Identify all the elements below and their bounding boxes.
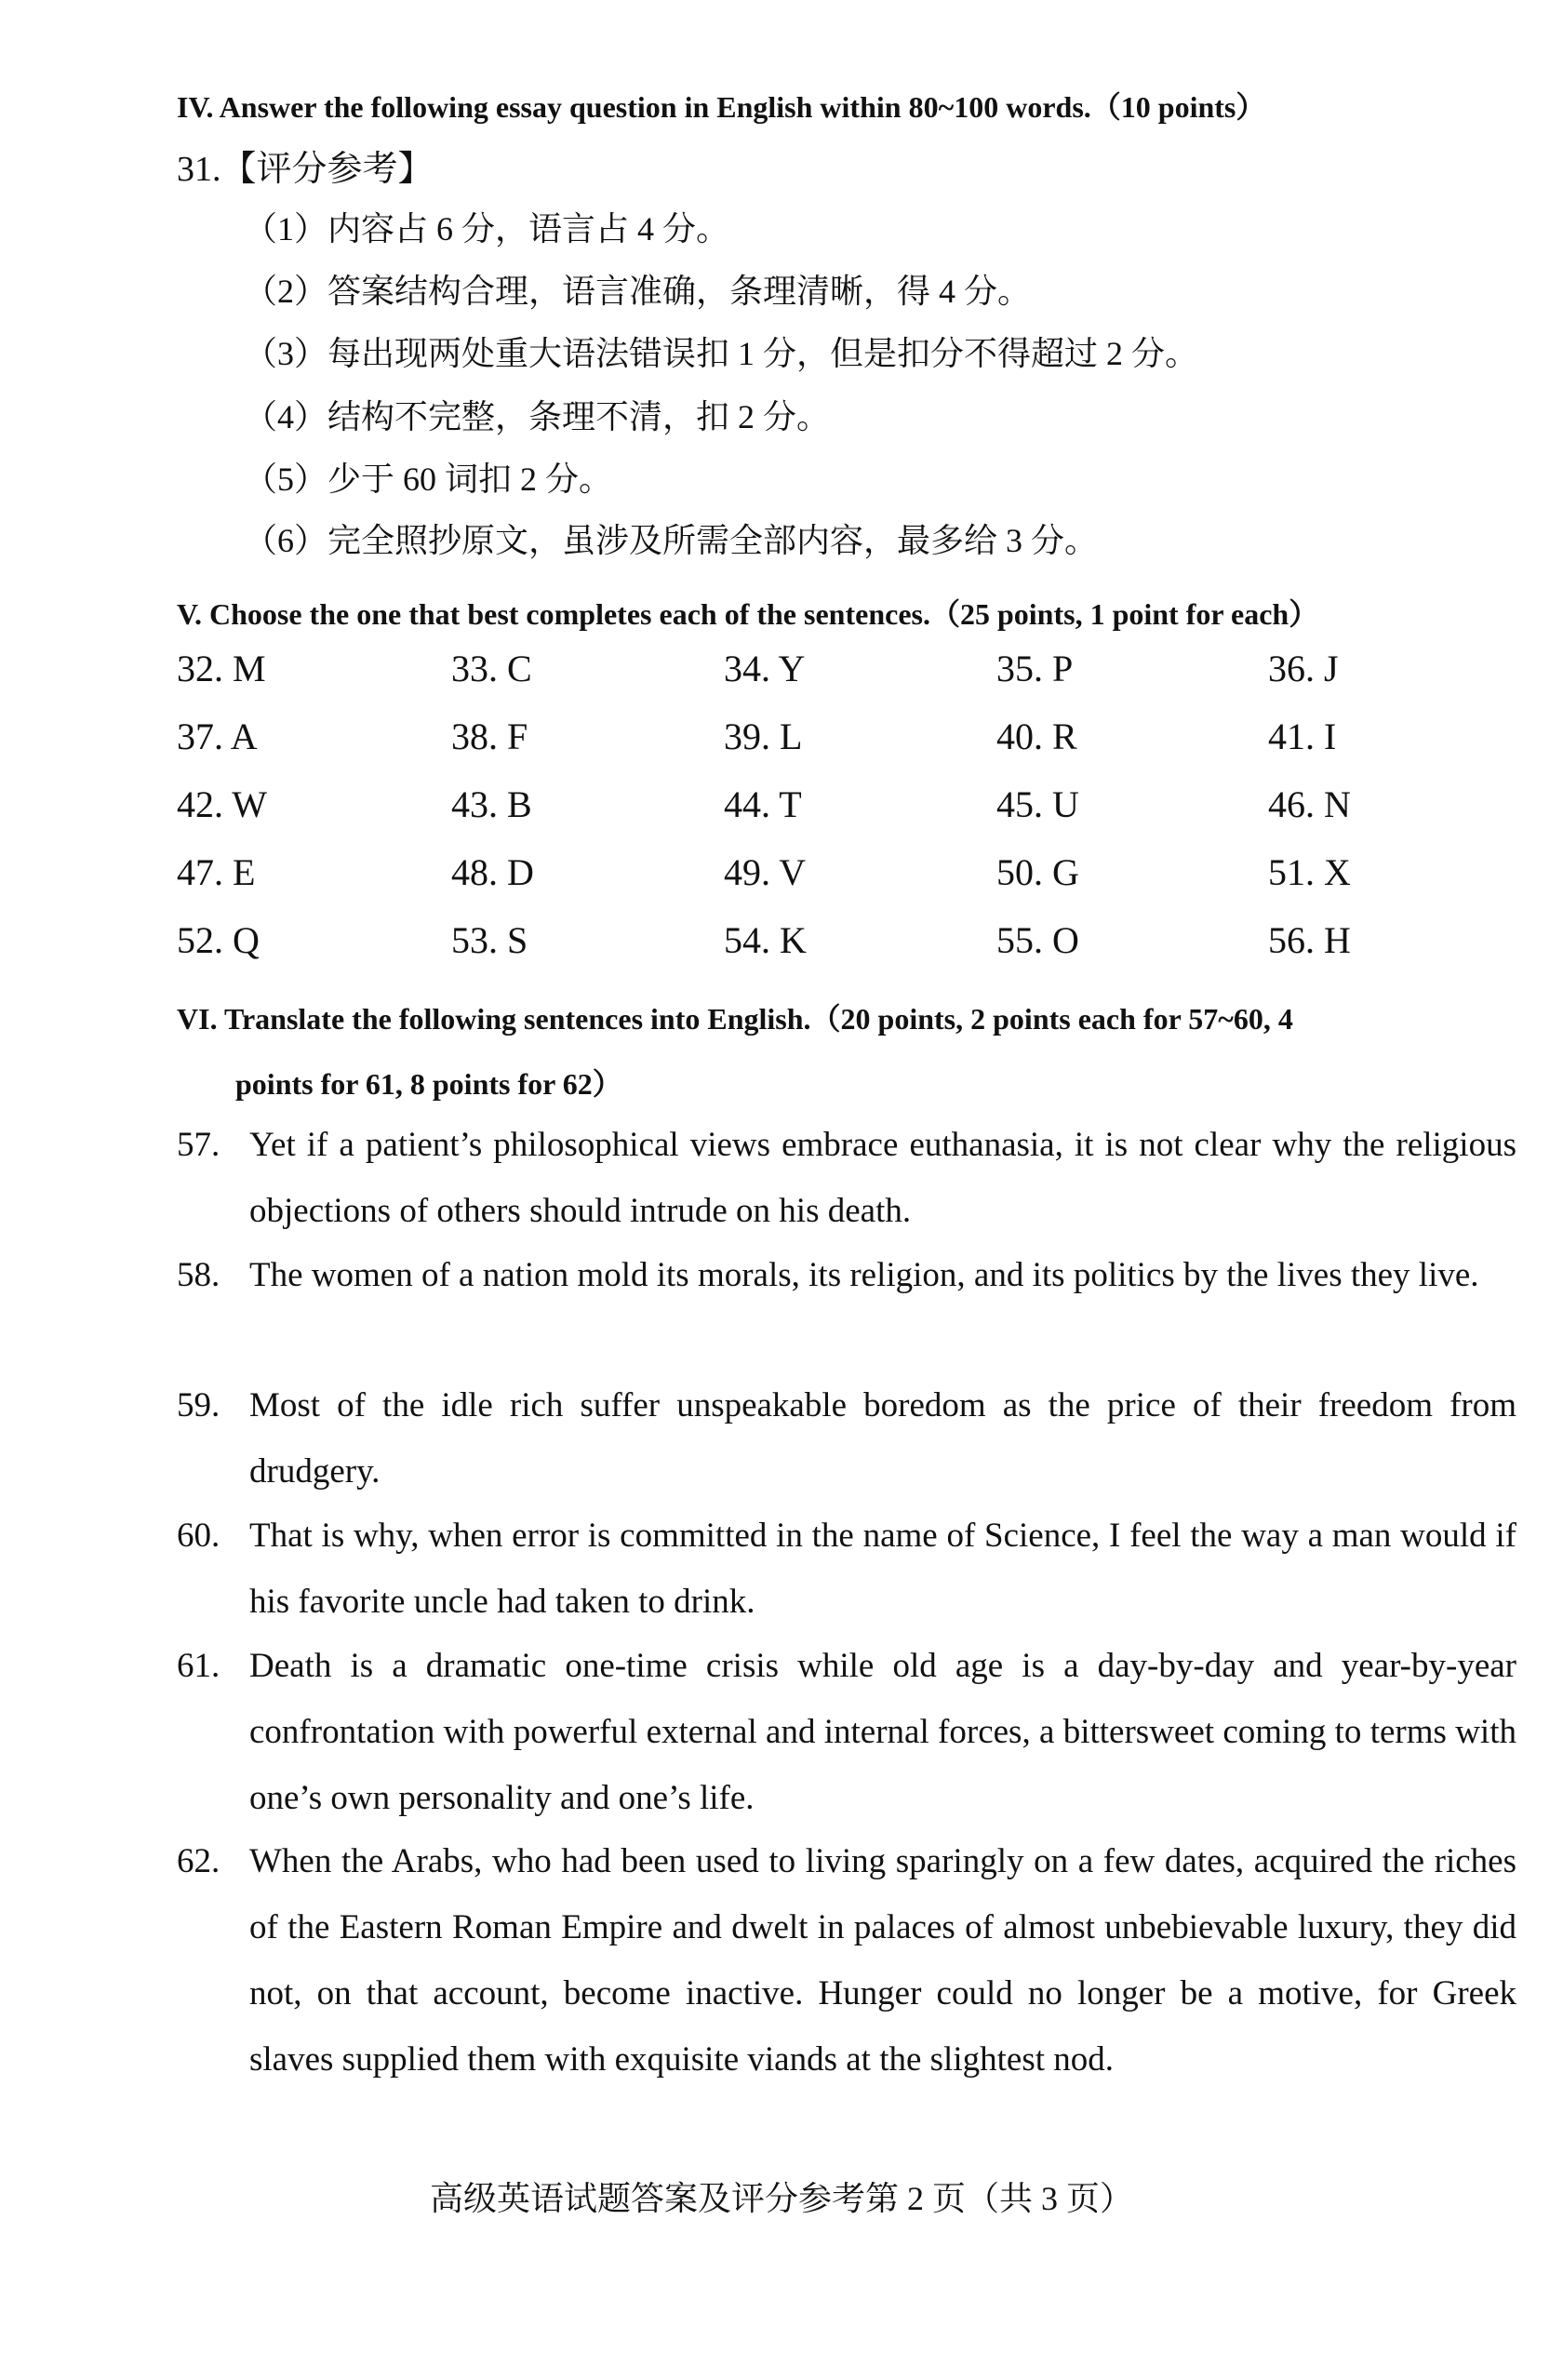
translation-57: [177, 1112, 1516, 1244]
answer-52: 52. Q: [177, 919, 260, 961]
translation-59: [177, 1372, 1516, 1504]
translation-61: [177, 1633, 1516, 1831]
answer-38: 38. F: [451, 715, 528, 757]
section-4-heading: IV. Answer the following essay question in English within 80~100 words.（10 points）: [177, 90, 1266, 124]
answer-39: 39. L: [724, 715, 803, 757]
answer-50: 50. G: [996, 851, 1079, 893]
criterion-6: （6）完全照抄原文，虽涉及所需全部内容，最多给 3 分。: [244, 522, 1099, 559]
criterion-3: （3）每出现两处重大语法错误扣 1 分，但是扣分不得超过 2 分。: [244, 335, 1199, 372]
answer-56: 56. H: [1268, 919, 1351, 961]
answer-53: 53. S: [451, 919, 528, 961]
answer-32: 32. M: [177, 648, 266, 689]
answer-43: 43. B: [451, 783, 532, 825]
translation-text: When the Arabs, who had been used to living sparingly on a few dates, acquired the riches of the Eastern Roman Empire and dwelt in palaces of almost unbebievable luxury, they did not, on that account, become inactive. Hunger could no longer be a motive, for Greek slaves supplied them with exquisite viands at the slightest nod.: [249, 1842, 1516, 2079]
answer-34: 34. Y: [724, 648, 806, 689]
criterion-1: （1）内容占 6 分，语言占 4 分。: [244, 210, 730, 247]
section-6-heading-continued: points for 61, 8 points for 62）: [235, 1067, 622, 1101]
answer-33: 33. C: [451, 648, 532, 689]
answer-47: 47. E: [177, 851, 256, 893]
translation-text: Death is a dramatic one-time crisis while old age is a day-by-day and year-by-year confrontation with powerful external and internal forces, a bittersweet coming to terms with one’s own personality and one’s life.: [249, 1647, 1516, 1817]
answer-48: 48. D: [451, 851, 534, 893]
answer-37: 37. A: [177, 715, 258, 757]
answer-grid: [177, 647, 1454, 963]
translation-text: The women of a nation mold its morals, its religion, and its politics by the lives they live.: [249, 1256, 1479, 1294]
question-31-label: 31.【评分参考】: [177, 150, 434, 189]
criterion-5: （5）少于 60 词扣 2 分。: [244, 461, 613, 498]
criterion-4: （4）结构不完整，条理不清，扣 2 分。: [244, 398, 831, 435]
section-5-heading: V. Choose the one that best completes each of the sentences.（25 points, 1 point for each）: [177, 597, 1319, 631]
translation-number: 60.: [177, 1517, 220, 1555]
answer-55: 55. O: [996, 919, 1079, 961]
answer-54: 54. K: [724, 919, 807, 961]
translation-58: [177, 1242, 1516, 1308]
translation-62: [177, 1828, 1516, 2093]
answer-44: 44. T: [724, 783, 802, 825]
translation-number: 58.: [177, 1256, 220, 1294]
answer-49: 49. V: [724, 851, 807, 893]
translation-number: 57.: [177, 1126, 220, 1164]
answer-42: 42. W: [177, 783, 268, 825]
translation-number: 62.: [177, 1842, 220, 1880]
criterion-2: （2）答案结构合理，语言准确，条理清晰，得 4 分。: [244, 273, 1032, 310]
answer-51: 51. X: [1268, 851, 1351, 893]
translation-number: 61.: [177, 1647, 220, 1685]
translation-number: 59.: [177, 1386, 220, 1424]
translation-text: Most of the idle rich suffer unspeakable boredom as the price of their freedom from drudgery.: [249, 1386, 1516, 1491]
section-6-heading: VI. Translate the following sentences into English.（20 points, 2 points each for 57~60, 4: [177, 1002, 1293, 1036]
translation-60: [177, 1503, 1516, 1635]
page-footer: 高级英语试题答案及评分参考第 2 页（共 3 页）: [429, 2180, 1133, 2217]
translation-text: Yet if a patient’s philosophical views embrace euthanasia, it is not clear why the religious objections of others should intrude on his death.: [249, 1126, 1516, 1230]
answer-36: 36. J: [1268, 648, 1339, 689]
answer-35: 35. P: [996, 648, 1074, 689]
answer-40: 40. R: [996, 715, 1077, 757]
answer-46: 46. N: [1268, 783, 1351, 825]
answer-45: 45. U: [996, 783, 1079, 825]
answer-41: 41. I: [1268, 715, 1337, 757]
translation-text: That is why, when error is committed in the name of Science, I feel the way a man would if his favorite uncle had taken to drink.: [249, 1517, 1516, 1621]
